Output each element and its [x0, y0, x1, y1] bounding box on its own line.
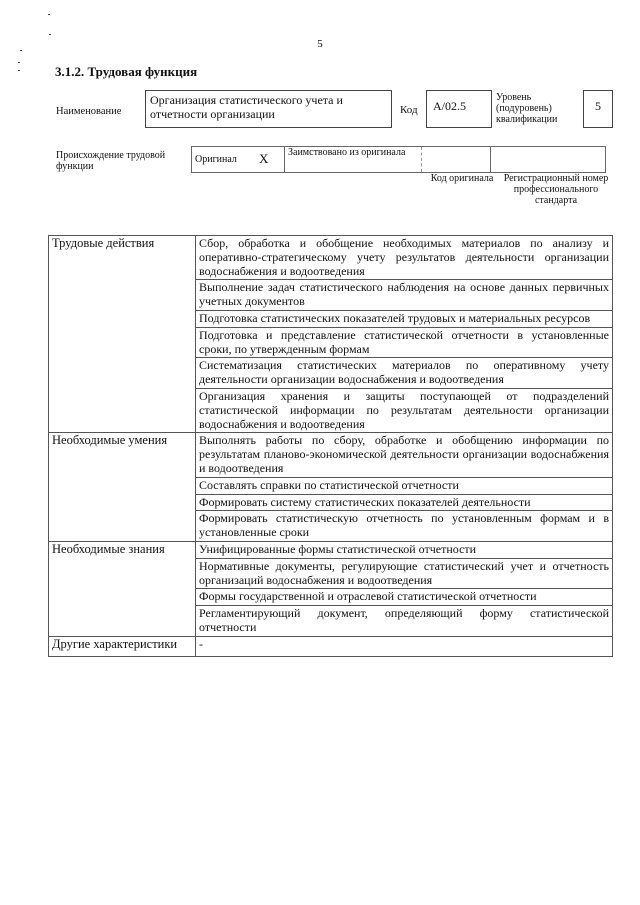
list-item: Составлять справки по статистической отчетности: [196, 477, 613, 494]
list-item: Формировать статистическую отчетность по установленным формам и в установленные сроки: [196, 511, 613, 542]
name-label: Наименование: [56, 106, 122, 117]
list-item: Формы государственной и отраслевой статистической отчетности: [196, 589, 613, 606]
function-name-box: Организация статистического учета и отчетности организации: [145, 90, 392, 128]
function-details-table: [48, 235, 613, 657]
borrowed-label: Заимствовано из оригинала: [285, 147, 422, 173]
section-title: 3.1.2. Трудовая функция: [55, 64, 198, 79]
section-label: Необходимые умения: [49, 433, 196, 542]
table-row: [49, 541, 613, 558]
scan-mark: [18, 62, 20, 63]
list-item: Выполнять работы по сбору, обработке и обобщению информации по результатам планово-экономической деятельности организации водоснабжения и водоотведения: [196, 433, 613, 477]
list-item: Подготовка статистических показателей трудовых и материальных ресурсов: [196, 310, 613, 327]
list-item: Унифицированные формы статистической отчетности: [196, 541, 613, 558]
section-label: Трудовые действия: [49, 236, 196, 433]
scan-mark: [18, 70, 20, 71]
list-item: -: [196, 636, 613, 656]
origin-table: [191, 146, 606, 173]
list-item: Организация хранения и защиты поступающей от подразделений статистической информации по результатам деятельности организации водоснабжения и водоотведения: [196, 388, 613, 432]
scan-mark: [48, 14, 50, 15]
list-item: Сбор, обработка и обобщение необходимых материалов по анализу и оперативно-стратегическому учету результатов деятельности организации водоснабжения и водоотведения: [196, 236, 613, 280]
level-value-box: 5: [583, 90, 613, 128]
page-number: 5: [317, 38, 323, 50]
list-item: Формировать систему статистических показателей деятельности: [196, 494, 613, 511]
origin-label: Происхождение трудовой функции: [56, 150, 166, 172]
list-item: Нормативные документы, регулирующие статистический учет и отчетность организаций водоснабжения и водоотведения: [196, 558, 613, 589]
section-label: Необходимые знания: [49, 541, 196, 636]
reg-number-caption: Регистрационный номер профессионального стандарта: [503, 173, 609, 206]
list-item: Регламентирующий документ, определяющий форму статистической отчетности: [196, 606, 613, 637]
code-label: Код: [400, 104, 418, 116]
scan-mark: [49, 34, 51, 35]
table-row: [49, 236, 613, 280]
list-item: Выполнение задач статистического наблюдения на основе данных первичных учетных документов: [196, 280, 613, 311]
table-row: [49, 636, 613, 656]
scan-mark: [20, 50, 22, 51]
section-label: Другие характеристики: [49, 636, 196, 656]
original-mark: X: [256, 147, 285, 173]
table-row: [49, 433, 613, 477]
reg-number-cell: [491, 147, 606, 173]
code-original-caption: Код оригинала: [430, 173, 494, 184]
list-item: Систематизация статистических материалов по оперативному учету деятельности организации водоснабжения и водоотведения: [196, 358, 613, 389]
level-label: Уровень (подуровень) квалификации: [496, 92, 558, 125]
code-value-box: A/02.5: [426, 90, 492, 128]
list-item: Подготовка и представление статистической отчетности в установленные сроки, по утвержденным формам: [196, 327, 613, 358]
code-original-cell: [422, 147, 491, 173]
original-label: Оригинал: [192, 147, 257, 173]
